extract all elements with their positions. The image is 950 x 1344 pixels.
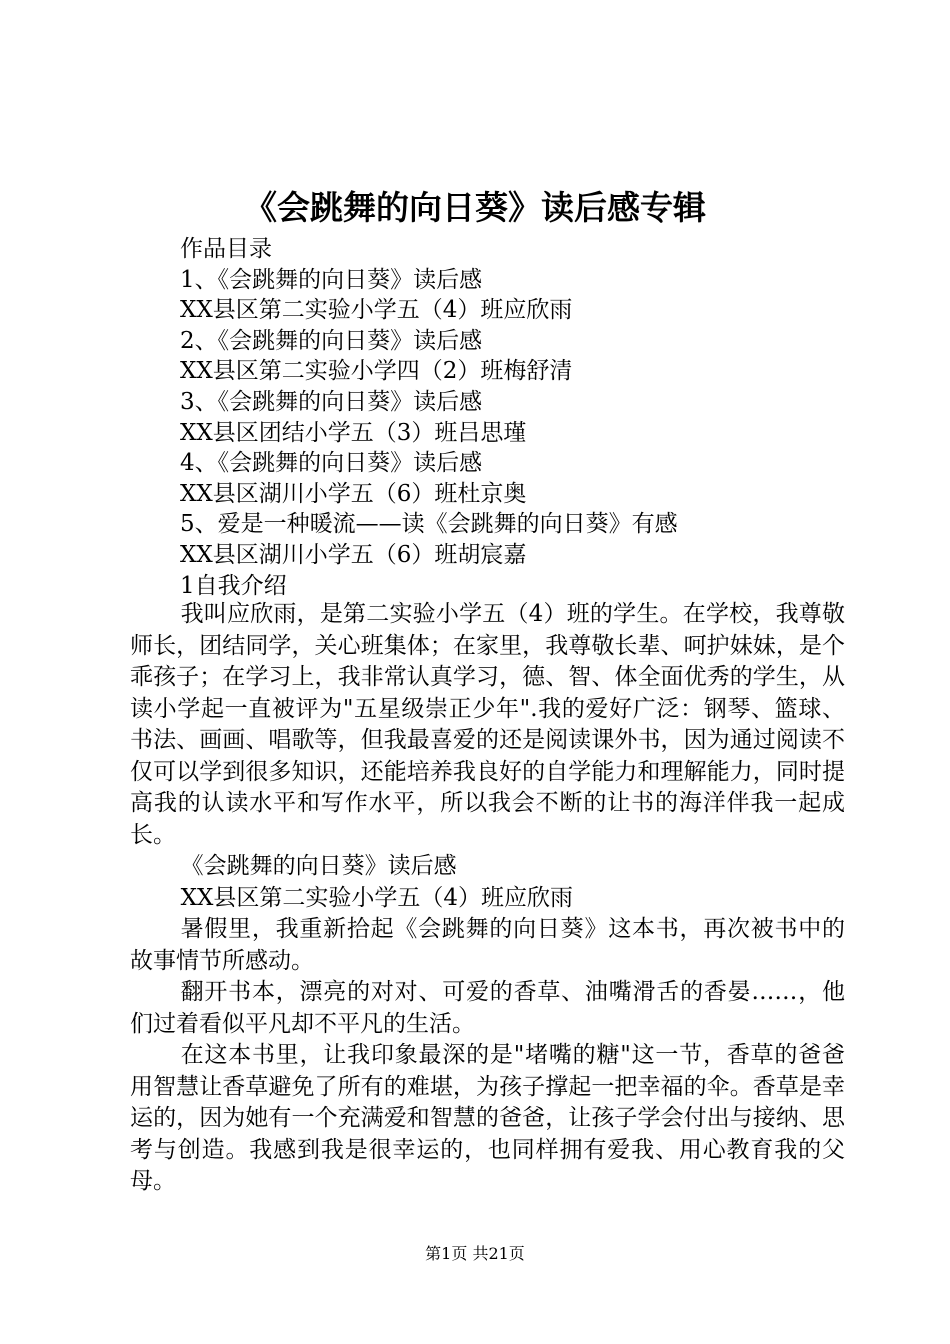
table-of-contents bbox=[180, 234, 678, 601]
document-body bbox=[130, 599, 845, 1198]
toc-line: 5、爱是一种暖流——读《会跳舞的向日葵》有感 bbox=[180, 511, 678, 538]
essay-title: 《会跳舞的向日葵》读后感 bbox=[180, 853, 457, 879]
paragraph-self-intro: 我叫应欣雨，是第二实验小学五（4）班的学生。在学校，我尊敬师长，团结同学，关心班集体；在家里，我尊敬长辈、呵护妹妹，是个乖孩子；在学习上，我非常认真学习，德、智、体全面优秀的学生，从读小学起一直被评为"五星级崇正少年".我的爱好广泛：钢琴、篮球、书法、画画、唱歌等，但我最喜爱的还是阅读课外书，因为通过阅读不仅可以学到很多知识，还能培养我良好的自学能力和理解能力，同时提高我的认读水平和写作水平，所以我会不断的让书的海洋伴我一起成长。 bbox=[130, 601, 845, 848]
toc-line: XX县区湖川小学五（6）班胡宸嘉 bbox=[180, 541, 527, 568]
toc-line: 3、《会跳舞的向日葵》读后感 bbox=[180, 388, 483, 415]
paragraph: 翻开书本，漂亮的对对、可爱的香草、油嘴滑舌的香晏……，他们过着看似平凡却不平凡的生活。 bbox=[130, 979, 845, 1037]
toc-line: 1、《会跳舞的向日葵》读后感 bbox=[180, 266, 483, 293]
toc-line: XX县区第二实验小学五（4）班应欣雨 bbox=[180, 297, 573, 324]
paragraph: 在这本书里，让我印象最深的是"堵嘴的糖"这一节，香草的爸爸用智慧让香草避免了所有的难堪，为孩子撑起一把幸福的伞。香草是幸运的，因为她有一个充满爱和智慧的爸爸，让孩子学会付出与接纳、思考与创造。我感到我是很幸运的，也同样拥有爱我、用心教育我的父母。 bbox=[130, 1042, 845, 1194]
document-title: 《会跳舞的向日葵》读后感专辑 bbox=[244, 188, 706, 227]
toc-line: XX县区湖川小学五（6）班杜京奥 bbox=[180, 480, 527, 507]
toc-line: 1自我介绍 bbox=[180, 572, 287, 599]
toc-line: 4、《会跳舞的向日葵》读后感 bbox=[180, 450, 483, 477]
toc-line: 2、《会跳舞的向日葵》读后感 bbox=[180, 327, 483, 354]
toc-line: 作品目录 bbox=[180, 236, 272, 262]
paragraph: 暑假里，我重新拾起《会跳舞的向日葵》这本书，再次被书中的故事情节所感动。 bbox=[130, 916, 845, 974]
toc-line: XX县区团结小学五（3）班吕思瑾 bbox=[180, 419, 527, 446]
toc-line: XX县区第二实验小学四（2）班梅舒清 bbox=[180, 358, 573, 385]
essay-author: XX县区第二实验小学五（4）班应欣雨 bbox=[180, 884, 573, 911]
page-footer: 第1页 共21页 bbox=[425, 1244, 525, 1263]
